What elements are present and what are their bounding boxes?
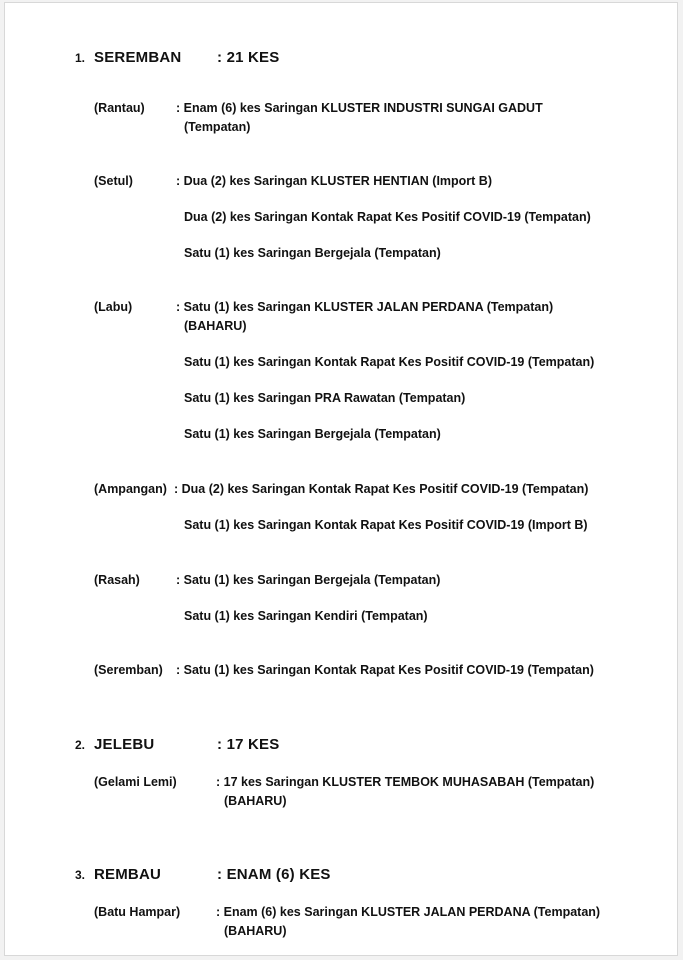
case-line: : Satu (1) kes Saringan Kontak Rapat Kes Positif COVID-19 (Tempatan) [176,663,594,677]
location-label: (Ampangan) [94,482,167,496]
case-line: : Dua (2) kes Saringan KLUSTER HENTIAN (Import B) [176,174,492,188]
case-line: : Enam (6) kes Saringan KLUSTER INDUSTRI SUNGAI GADUT [176,101,543,115]
case-line: : Satu (1) kes Saringan KLUSTER JALAN PERDANA (Tempatan) [176,300,554,314]
location-label: (Batu Hampar) [94,905,181,919]
case-line: (Tempatan) [184,120,251,134]
location-label: (Setul) [94,174,133,188]
section-case-count: : 17 KES [217,736,280,753]
case-line: : Satu (1) kes Saringan Bergejala (Tempatan) [176,573,441,587]
case-line: : 17 kes Saringan KLUSTER TEMBOK MUHASABAH (Tempatan) [216,775,595,789]
section-number: 2. [75,738,86,752]
section-case-count: : ENAM (6) KES [217,866,331,883]
section-number: 3. [75,868,86,882]
case-line: Satu (1) kes Saringan Bergejala (Tempatan) [184,427,441,441]
location-label: (Labu) [94,300,133,314]
section-title: SEREMBAN [94,49,182,66]
case-line: : Dua (2) kes Saringan Kontak Rapat Kes Positif COVID-19 (Tempatan) [174,482,589,496]
case-line: Satu (1) kes Saringan Kontak Rapat Kes Positif COVID-19 (Import B) [184,518,588,532]
case-line: Satu (1) kes Saringan Kendiri (Tempatan) [184,609,428,623]
case-line: Satu (1) kes Saringan PRA Rawatan (Tempatan) [184,391,466,405]
document-page [4,2,678,956]
case-line: Satu (1) kes Saringan Kontak Rapat Kes Positif COVID-19 (Tempatan) [184,355,595,369]
case-line: : Enam (6) kes Saringan KLUSTER JALAN PERDANA (Tempatan) [216,905,601,919]
case-line: (BAHARU) [224,794,287,808]
section-case-count: : 21 KES [217,49,280,66]
location-label: (Gelami Lemi) [94,775,177,789]
location-label: (Rasah) [94,573,140,587]
location-label: (Seremban) [94,663,163,677]
section-title: REMBAU [94,866,162,883]
location-label: (Rantau) [94,101,145,115]
section-number: 1. [75,51,86,65]
case-line: (BAHARU) [224,924,287,938]
case-line: Satu (1) kes Saringan Bergejala (Tempatan) [184,246,441,260]
section-title: JELEBU [94,736,155,753]
case-line: (BAHARU) [184,319,247,333]
case-line: Dua (2) kes Saringan Kontak Rapat Kes Positif COVID-19 (Tempatan) [184,210,591,224]
